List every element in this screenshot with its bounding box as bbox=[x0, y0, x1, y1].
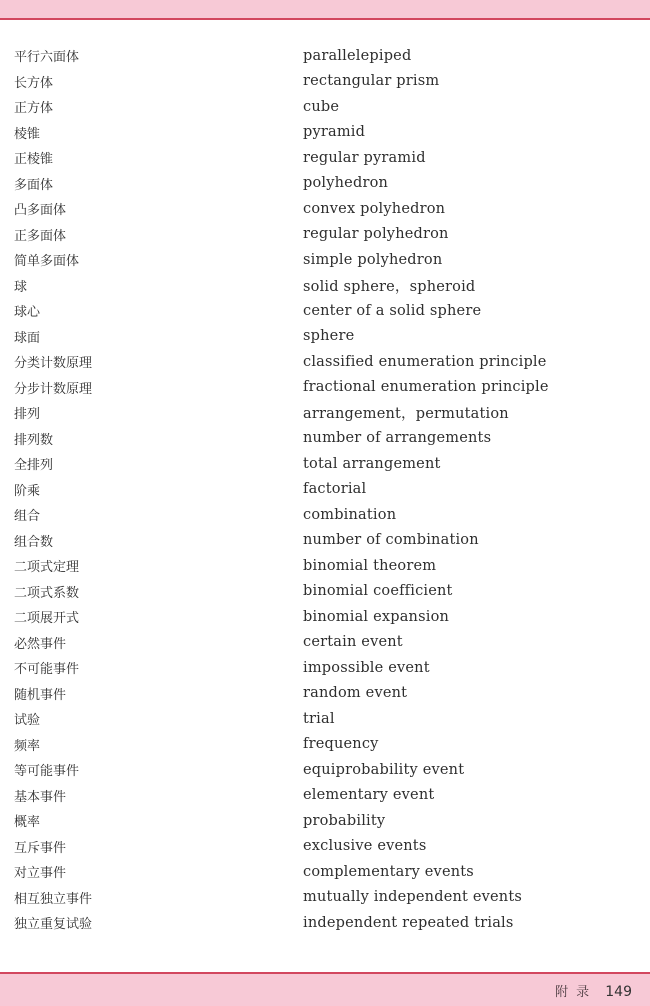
glossary-row bbox=[0, 400, 650, 426]
glossary-row bbox=[0, 655, 650, 681]
glossary-term-zh: 排列数 bbox=[14, 432, 54, 448]
glossary-term-zh: 长方体 bbox=[14, 75, 54, 91]
glossary-term-en: mutually independent events bbox=[303, 889, 523, 906]
glossary-row bbox=[0, 451, 650, 477]
footer-label bbox=[555, 981, 632, 1000]
glossary-row bbox=[0, 757, 650, 783]
glossary-row bbox=[0, 247, 650, 273]
glossary-term-en: convex polyhedron bbox=[303, 200, 446, 217]
glossary-row bbox=[0, 69, 650, 95]
glossary-row bbox=[0, 706, 650, 732]
glossary-row bbox=[0, 349, 650, 375]
glossary-term-en: fractional enumeration principle bbox=[303, 379, 549, 396]
glossary-term-zh: 组合数 bbox=[14, 534, 54, 550]
glossary-term-en: classified enumeration principle bbox=[303, 353, 547, 370]
glossary-row bbox=[0, 477, 650, 503]
glossary-row bbox=[0, 604, 650, 630]
glossary-term-zh: 棱锥 bbox=[14, 126, 41, 142]
glossary-term-zh: 对立事件 bbox=[14, 866, 67, 882]
glossary-term-en: binomial expansion bbox=[303, 608, 450, 625]
glossary-term-zh: 正多面体 bbox=[14, 228, 67, 244]
glossary-term-en: arrangement，permutation bbox=[303, 406, 509, 423]
glossary-term-zh: 试验 bbox=[14, 713, 41, 729]
glossary-term-en: trial bbox=[303, 710, 335, 727]
glossary-term-en: independent repeated trials bbox=[303, 914, 514, 931]
glossary-term-en: number of combination bbox=[303, 532, 479, 549]
glossary-row bbox=[0, 834, 650, 860]
footer-band bbox=[0, 972, 650, 1006]
glossary-row bbox=[0, 426, 650, 452]
glossary-term-zh: 球 bbox=[14, 279, 28, 295]
glossary-row bbox=[0, 528, 650, 554]
glossary-row bbox=[0, 196, 650, 222]
glossary-row bbox=[0, 681, 650, 707]
glossary-term-en: equiprobability event bbox=[303, 761, 465, 778]
header-band bbox=[0, 0, 650, 20]
glossary-row bbox=[0, 732, 650, 758]
glossary-row bbox=[0, 783, 650, 809]
glossary-row bbox=[0, 502, 650, 528]
glossary-row bbox=[0, 324, 650, 350]
glossary-term-en: frequency bbox=[303, 736, 379, 753]
glossary-term-zh: 球面 bbox=[14, 330, 41, 346]
glossary-term-zh: 正方体 bbox=[14, 101, 54, 117]
glossary-row bbox=[0, 808, 650, 834]
glossary-row bbox=[0, 375, 650, 401]
glossary-term-zh: 独立重复试验 bbox=[14, 917, 93, 933]
glossary-list bbox=[0, 43, 650, 936]
glossary-row bbox=[0, 222, 650, 248]
glossary-row bbox=[0, 630, 650, 656]
glossary-term-zh: 概率 bbox=[14, 815, 41, 831]
glossary-term-en: regular pyramid bbox=[303, 149, 426, 166]
glossary-term-en: regular polyhedron bbox=[303, 226, 449, 243]
glossary-term-zh: 二项式定理 bbox=[14, 560, 80, 576]
glossary-row bbox=[0, 94, 650, 120]
glossary-row bbox=[0, 43, 650, 69]
glossary-term-en: parallelepiped bbox=[303, 47, 412, 64]
glossary-page bbox=[0, 20, 650, 972]
glossary-term-en: binomial coefficient bbox=[303, 583, 453, 600]
glossary-term-en: total arrangement bbox=[303, 455, 441, 472]
glossary-term-zh: 二项式系数 bbox=[14, 585, 80, 601]
glossary-row bbox=[0, 910, 650, 936]
glossary-row bbox=[0, 885, 650, 911]
glossary-term-zh: 随机事件 bbox=[14, 687, 67, 703]
glossary-term-en: solid sphere，spheroid bbox=[303, 278, 476, 295]
glossary-term-zh: 等可能事件 bbox=[14, 764, 80, 780]
glossary-term-zh: 排列 bbox=[14, 407, 41, 423]
glossary-term-zh: 简单多面体 bbox=[14, 254, 80, 270]
glossary-term-zh: 相互独立事件 bbox=[14, 891, 93, 907]
glossary-term-en: number of arrangements bbox=[303, 430, 492, 447]
glossary-term-zh: 必然事件 bbox=[14, 636, 67, 652]
glossary-term-en: probability bbox=[303, 812, 386, 829]
glossary-term-en: random event bbox=[303, 685, 408, 702]
glossary-term-zh: 分类计数原理 bbox=[14, 356, 93, 372]
glossary-term-zh: 平行六面体 bbox=[14, 50, 80, 66]
glossary-term-en: factorial bbox=[303, 481, 367, 498]
glossary-row bbox=[0, 171, 650, 197]
glossary-term-en: rectangular prism bbox=[303, 73, 440, 90]
glossary-term-zh: 频率 bbox=[14, 738, 41, 754]
glossary-row bbox=[0, 273, 650, 299]
glossary-term-zh: 阶乘 bbox=[14, 483, 41, 499]
glossary-term-en: certain event bbox=[303, 634, 403, 651]
page-number: 149 bbox=[605, 984, 632, 1000]
glossary-term-zh: 正棱锥 bbox=[14, 152, 54, 168]
glossary-row bbox=[0, 553, 650, 579]
glossary-term-en: simple polyhedron bbox=[303, 251, 443, 268]
glossary-row bbox=[0, 120, 650, 146]
glossary-row bbox=[0, 145, 650, 171]
glossary-term-zh: 球心 bbox=[14, 305, 41, 321]
glossary-row bbox=[0, 859, 650, 885]
glossary-row bbox=[0, 298, 650, 324]
footer-section-title: 附录 bbox=[555, 985, 598, 1000]
glossary-term-zh: 互斥事件 bbox=[14, 840, 67, 856]
glossary-term-en: impossible event bbox=[303, 659, 430, 676]
glossary-term-en: complementary events bbox=[303, 863, 474, 880]
glossary-row bbox=[0, 579, 650, 605]
glossary-term-en: pyramid bbox=[303, 124, 366, 141]
glossary-term-en: cube bbox=[303, 98, 340, 115]
glossary-term-zh: 组合 bbox=[14, 509, 41, 525]
glossary-term-en: polyhedron bbox=[303, 175, 389, 192]
glossary-term-en: sphere bbox=[303, 328, 355, 345]
glossary-term-zh: 不可能事件 bbox=[14, 662, 80, 678]
glossary-term-en: exclusive events bbox=[303, 838, 427, 855]
glossary-term-en: binomial theorem bbox=[303, 557, 437, 574]
glossary-term-en: combination bbox=[303, 506, 397, 523]
glossary-term-zh: 基本事件 bbox=[14, 789, 67, 805]
glossary-term-zh: 多面体 bbox=[14, 177, 54, 193]
glossary-term-zh: 二项展开式 bbox=[14, 611, 80, 627]
glossary-term-zh: 凸多面体 bbox=[14, 203, 67, 219]
glossary-term-zh: 分步计数原理 bbox=[14, 381, 93, 397]
glossary-term-zh: 全排列 bbox=[14, 458, 54, 474]
glossary-term-en: elementary event bbox=[303, 787, 435, 804]
glossary-term-en: center of a solid sphere bbox=[303, 302, 482, 319]
